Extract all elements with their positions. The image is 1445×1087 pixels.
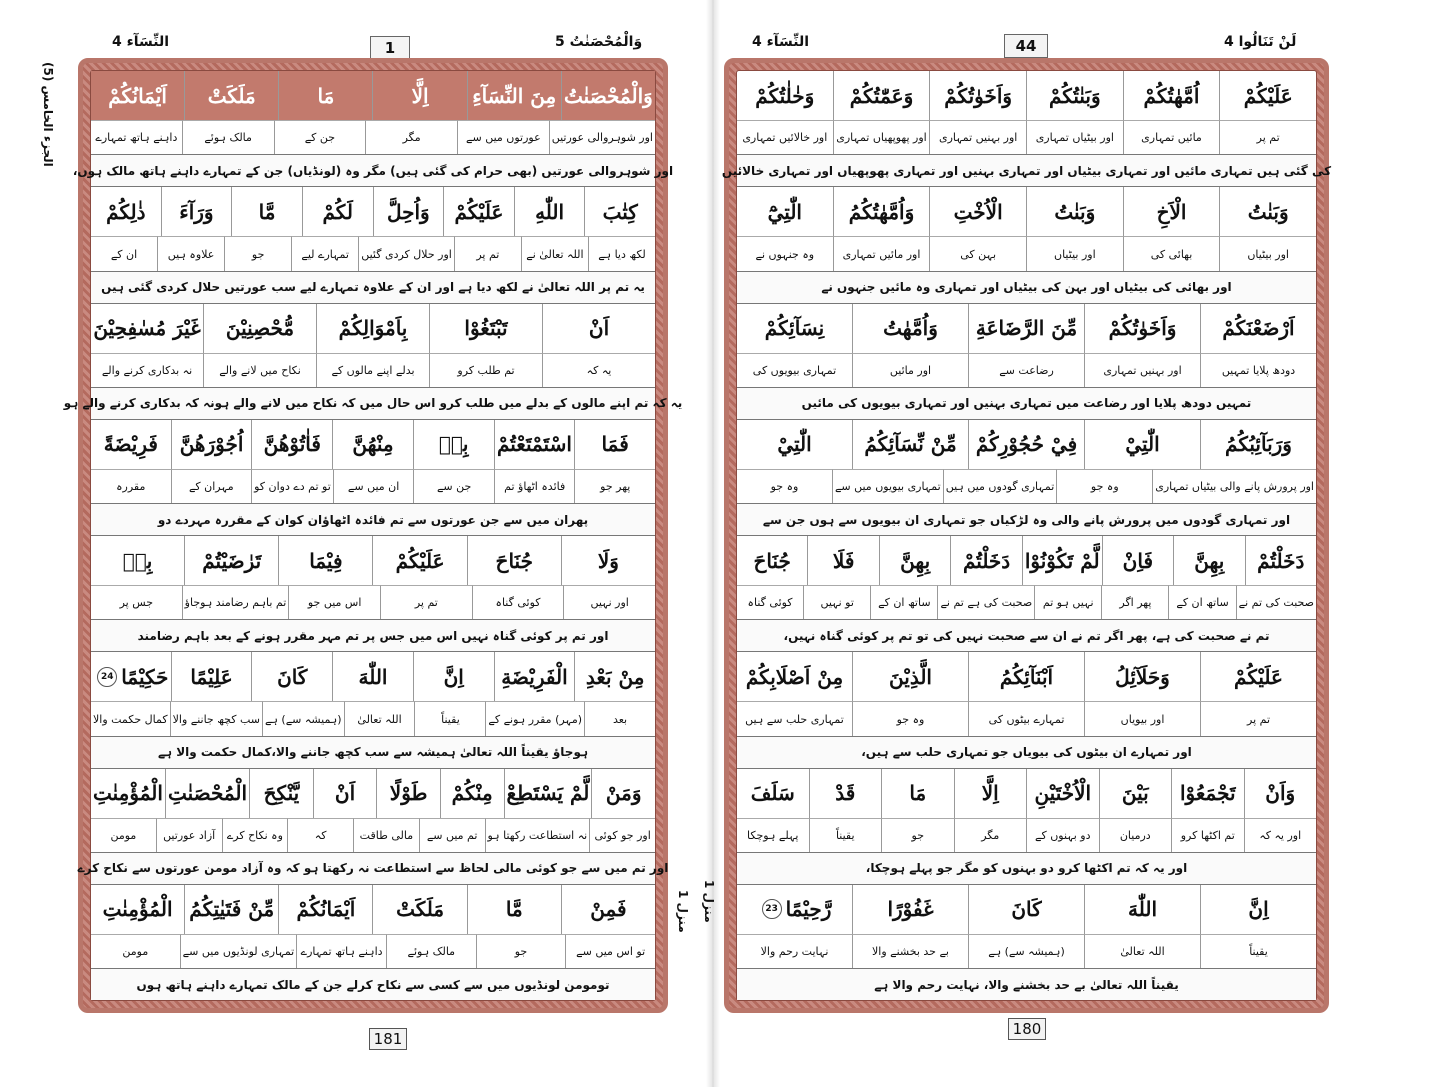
juz-number-box: 44 <box>1004 34 1048 58</box>
urdu-word-meaning: اور مائیں تمہاری <box>833 236 930 270</box>
word-table <box>721 70 1332 1001</box>
arabic-word: وَعَمّٰتُكُمْ <box>833 71 930 120</box>
arabic-row <box>737 652 1316 701</box>
urdu-word-meaning: جن کے <box>274 120 366 154</box>
arabic-word: غَفُوْرًا <box>852 885 968 934</box>
arabic-word: بَيْنَ <box>1099 769 1172 818</box>
arabic-word: غَيْرَ مُسٰفِحِيْنَ <box>93 316 201 341</box>
arabic-row <box>91 769 655 818</box>
translation-line: یقیناً اللہ تعالیٰ بے حد بخشنے والا، نہایت رحم والا ہے <box>737 968 1316 1000</box>
urdu-word-meaning: یقیناً <box>1200 934 1316 968</box>
verse-block <box>737 769 1316 885</box>
urdu-row <box>737 701 1316 735</box>
urdu-row <box>737 934 1316 968</box>
arabic-word: كَانَ <box>968 885 1084 934</box>
arabic-word: وَاُمَّهٰتُكُمُ <box>833 187 930 236</box>
urdu-row <box>91 818 655 852</box>
urdu-word-meaning: ساتھ ان کے <box>1168 585 1235 619</box>
translation-line: پھران میں سے جن عورتوں سے تم فائدہ اٹھاؤان کوان کے مقررہ مہردے دو <box>91 503 655 535</box>
arabic-word: مَّا <box>467 885 561 934</box>
urdu-word-meaning: وہ جو <box>737 469 832 503</box>
urdu-word-meaning: پھر اگر <box>1101 585 1168 619</box>
urdu-word-meaning: پہلے ہوچکا <box>737 818 809 852</box>
arabic-word: اَرْضَعْنَكُمْ <box>1200 304 1316 353</box>
arabic-word: وَخٰلٰتُكُمْ <box>755 83 815 108</box>
urdu-row <box>737 585 1316 619</box>
urdu-word-meaning: تم طلب کرو <box>429 353 542 387</box>
urdu-word-meaning: اور پرورش پانے والی بیٹیاں تمہاری <box>1152 469 1316 503</box>
urdu-word-meaning: مالک ہوئے <box>386 934 476 968</box>
arabic-word: كَانَ <box>251 652 332 701</box>
verse-block <box>63 304 683 420</box>
arabic-word: مَّا <box>231 187 302 236</box>
translation-line: اور تم پر کوئی گناہ نہیں اس میں جس پر تم مہر مقرر ہونے کے بعد باہم رضامند <box>91 619 655 651</box>
arabic-word: اَبْنَآئِكُمُ <box>968 652 1084 701</box>
arabic-word: مِنْ اَصْلَابِكُمْ <box>745 664 844 689</box>
urdu-word-meaning: وہ جو <box>1056 469 1152 503</box>
arabic-row <box>737 187 1316 236</box>
arabic-word: وَاُمَّهٰتُ <box>852 304 968 353</box>
translation-line: ہوجاؤ یقیناً اللہ تعالیٰ ہمیشہ سے سب کچھ جاننے والا،کمال حکمت والا ہے <box>91 736 655 768</box>
urdu-word-meaning: نہ استطاعت رکھتا ہو <box>485 818 590 852</box>
urdu-word-meaning: (ہمیشہ سے) ہے <box>968 934 1084 968</box>
arabic-word: فَاٰتُوْهُنَّ <box>251 420 332 469</box>
urdu-word-meaning: جو <box>224 236 291 270</box>
arabic-word: رَّحِيْمًا 23 <box>737 885 852 934</box>
arabic-word: مَا <box>881 769 954 818</box>
urdu-word-meaning: اور حلال کردی گئیں <box>358 236 454 270</box>
urdu-word-meaning: صحبت کی تم نے <box>1236 585 1316 619</box>
urdu-word-meaning: تمہاری بیویوں میں سے <box>832 469 943 503</box>
arabic-word: وَبَنٰتُ <box>1219 187 1316 236</box>
arabic-word: دَخَلْتُمْ <box>1245 536 1316 585</box>
arabic-word: سَلَفَ <box>750 781 795 806</box>
arabic-row <box>91 652 655 701</box>
urdu-word-meaning: مگر <box>365 120 457 154</box>
urdu-word-meaning: تمہاری بیویوں کی <box>737 353 852 387</box>
arabic-word: بِاَمْوَالِكُمْ <box>316 304 429 353</box>
urdu-word-meaning: کوئی گناہ <box>472 585 564 619</box>
arabic-word: فَرِيْضَةً <box>103 432 158 457</box>
arabic-word: وَاَنْ <box>1244 769 1317 818</box>
arabic-word: مُّحْصِنِيْنَ <box>203 304 316 353</box>
urdu-word-meaning: اور مائیں <box>852 353 968 387</box>
urdu-row <box>91 585 655 619</box>
urdu-word-meaning: تم پر <box>454 236 521 270</box>
verse-block <box>737 420 1316 536</box>
arabic-word: اُجُوْرَهُنَّ <box>171 420 252 469</box>
urdu-word-meaning: بدلے اپنے مالوں کے <box>316 353 429 387</box>
urdu-word-meaning: تم باہم رضامند ہوجاؤ <box>182 585 289 619</box>
arabic-word: فَمَا <box>574 420 655 469</box>
arabic-row <box>737 536 1316 585</box>
urdu-row <box>91 934 655 968</box>
urdu-word-meaning: اور بیٹیاں <box>1219 236 1316 270</box>
arabic-word: مَا <box>278 71 372 120</box>
urdu-word-meaning: جس پر <box>91 585 182 619</box>
arabic-word: اَنْ <box>313 769 377 818</box>
urdu-word-meaning: نکاح میں لانے والے <box>203 353 316 387</box>
urdu-row <box>737 236 1316 270</box>
arabic-word: وَرَبَآئِبُكُمُ <box>1200 420 1316 469</box>
urdu-word-meaning: تم پر <box>1219 120 1316 154</box>
urdu-word-meaning: جو <box>476 934 566 968</box>
arabic-word: عَلَيْكُمْ <box>372 536 466 585</box>
urdu-word-meaning: مہران کے <box>171 469 252 503</box>
arabic-word: فَلَا <box>807 536 878 585</box>
urdu-word-meaning: اللہ تعالیٰ <box>344 701 415 735</box>
urdu-word-meaning: ان میں سے <box>333 469 414 503</box>
urdu-word-meaning: تمہاری گودوں میں ہیں <box>943 469 1057 503</box>
arabic-row <box>737 304 1316 353</box>
urdu-word-meaning: اور پھوپھیاں تمہاری <box>833 120 930 154</box>
urdu-word-meaning: ساتھ ان کے <box>870 585 937 619</box>
urdu-word-meaning: آزاد عورتیں <box>156 818 222 852</box>
urdu-word-meaning: تو اس میں سے <box>565 934 655 968</box>
urdu-word-meaning: مالک ہوئے <box>182 120 274 154</box>
verse-block <box>737 304 1316 420</box>
arabic-word: وَاُحِلَّ <box>373 187 444 236</box>
para-header: وَالْمُحْصَنٰتُ 5 <box>555 34 643 50</box>
urdu-word-meaning: (ہمیشہ سے) ہے <box>262 701 344 735</box>
arabic-row <box>91 420 655 469</box>
verse-block <box>91 420 655 536</box>
verse-block <box>91 536 655 652</box>
urdu-word-meaning: اور شوہروالی عورتیں <box>549 120 655 154</box>
urdu-word-meaning: وہ جنہوں نے <box>737 236 833 270</box>
urdu-word-meaning: تمہاری حلب سے ہیں <box>737 701 852 735</box>
arabic-word: وَلَا <box>561 536 655 585</box>
arabic-word: مَلَكَتْ <box>184 71 278 120</box>
arabic-word: الّٰتِيْ <box>1084 420 1200 469</box>
arabic-word: قَدْ <box>809 769 882 818</box>
arabic-word: يَّنْكِحَ <box>249 769 313 818</box>
urdu-word-meaning: اللہ تعالیٰ نے <box>521 236 588 270</box>
urdu-word-meaning: اور نہیں <box>563 585 655 619</box>
urdu-word-meaning: تم میں سے <box>419 818 485 852</box>
arabic-row <box>91 536 655 585</box>
ayah-number-marker: 24 <box>97 667 117 687</box>
arabic-word: مِنْ بَعْدِ <box>574 652 655 701</box>
arabic-word: الّٰتِيْٓ <box>767 199 802 224</box>
arabic-word: وَالْمُحْصَنٰتُ <box>561 71 655 120</box>
urdu-word-meaning: اور بیٹیاں تمہاری <box>1026 120 1123 154</box>
urdu-word-meaning: تم اکٹھا کرو <box>1171 818 1244 852</box>
arabic-word: بِهٖ <box>122 548 153 573</box>
urdu-word-meaning: مقررہ <box>91 469 171 503</box>
verse-block <box>91 885 655 1000</box>
urdu-word-meaning: اور بہنیں تمہاری <box>929 120 1026 154</box>
ayah-number-marker: 23 <box>762 899 782 919</box>
arabic-word: الْمُحْصَنٰتِ <box>165 769 249 818</box>
urdu-word-meaning: درمیان <box>1099 818 1172 852</box>
arabic-word: عَلَيْكُمْ <box>1219 71 1316 120</box>
urdu-word-meaning: صحبت کی ہے تم نے <box>937 585 1034 619</box>
arabic-row <box>91 187 655 236</box>
arabic-word: الْاُخْتَيْنِ <box>1026 769 1099 818</box>
urdu-word-meaning: ان کے <box>91 236 157 270</box>
verse-block <box>91 652 655 768</box>
arabic-word: تَرٰضَيْتُمْ <box>184 536 278 585</box>
arabic-word: بِهِنَّ <box>879 536 950 585</box>
urdu-word-meaning: رضاعت سے <box>968 353 1084 387</box>
urdu-word-meaning: تمہارے بیٹوں کی <box>968 701 1084 735</box>
translation-line: یہ کہ تم اپنے مالوں کے بدلے میں طلب کرو اس حال میں کہ نکاح میں لانے والے ہونہ کہ بدکاری کرنے والے ہو <box>91 387 655 419</box>
urdu-row <box>91 353 655 387</box>
urdu-word-meaning: فائدہ اٹھاؤ تم <box>494 469 575 503</box>
translation-line: اور یہ کہ تم اکٹھا کرو دو بہنوں کو مگر جو پہلے ہوچکا، <box>737 852 1316 884</box>
translation-line: اور بھائی کی بیٹیاں اور بہن کی بیٹیاں اور تمہاری وہ مائیں جنہوں نے <box>737 271 1316 303</box>
arabic-word: طَوْلًا <box>376 769 440 818</box>
arabic-word: مِّنَ الرَّضَاعَةِ <box>968 304 1084 353</box>
arabic-word: وَمَنْ <box>591 769 655 818</box>
urdu-word-meaning: اور بیٹیاں <box>1026 236 1123 270</box>
urdu-word-meaning: سب کچھ جاننے والا <box>170 701 262 735</box>
urdu-word-meaning: وہ نکاح کرے <box>222 818 288 852</box>
arabic-word: جُنَاحَ <box>753 548 791 573</box>
arabic-word: وَرَآءَ <box>161 187 232 236</box>
arabic-word: تَبْتَغُوْا <box>429 304 542 353</box>
arabic-word: الْفَرِيْضَةِ <box>494 652 575 701</box>
urdu-word-meaning: بعد <box>584 701 655 735</box>
verse-block <box>77 769 669 885</box>
urdu-word-meaning: مائیں تمہاری <box>1123 120 1220 154</box>
verse-block <box>72 71 674 187</box>
arabic-word: عَلَيْكُمْ <box>1200 652 1316 701</box>
arabic-word: اللّٰهَ <box>1084 885 1200 934</box>
side-juz-label: الجزء الخامس (5) <box>41 62 55 167</box>
urdu-row <box>91 120 655 154</box>
urdu-word-meaning: تو تم دے دوان کو <box>251 469 333 503</box>
urdu-word-meaning: عورتوں میں سے <box>457 120 549 154</box>
arabic-word: الّٰتِيْ <box>777 432 812 457</box>
urdu-word-meaning: یقیناً <box>414 701 485 735</box>
arabic-word: وَبَنٰتُ <box>1026 187 1123 236</box>
arabic-word: لَّمْ يَسْتَطِعْ <box>504 769 592 818</box>
urdu-word-meaning: تم پر <box>1200 701 1316 735</box>
arabic-row <box>737 71 1316 120</box>
urdu-word-meaning: یقیناً <box>809 818 882 852</box>
arabic-word: اللّٰهَ <box>332 652 413 701</box>
arabic-word: اِنَّ <box>1200 885 1316 934</box>
urdu-row <box>91 701 655 735</box>
urdu-word-meaning: وہ جو <box>852 701 968 735</box>
arabic-row <box>737 769 1316 818</box>
arabic-word: فَاِنْ <box>1102 536 1173 585</box>
urdu-word-meaning: کمال حکمت والا <box>91 701 170 735</box>
urdu-word-meaning: تمہاری لونڈیوں میں سے <box>180 934 297 968</box>
arabic-word: الْاَخِ <box>1123 187 1220 236</box>
arabic-word: نِسَآئِكُمْ <box>764 316 825 341</box>
arabic-word: فِيْمَا <box>278 536 372 585</box>
urdu-word-meaning: مالی طاقت <box>353 818 419 852</box>
arabic-word: بِهِنَّ <box>1173 536 1244 585</box>
page-right <box>702 0 1445 1087</box>
urdu-word-meaning: بھائی کی <box>1123 236 1220 270</box>
arabic-word: لَكُمْ <box>302 187 373 236</box>
arabic-word: الَّذِيْنَ <box>852 652 968 701</box>
arabic-row <box>737 420 1316 469</box>
arabic-word: حَكِيْمًا 24 <box>91 652 171 701</box>
arabic-word: اللّٰهِ <box>514 187 585 236</box>
urdu-word-meaning: نہایت رحم والا <box>737 934 852 968</box>
manzil-label: منزل 1 <box>702 880 716 923</box>
arabic-word: مِّنْ فَتَيٰتِكُمُ <box>184 885 278 934</box>
urdu-word-meaning: تمہارے لیے <box>291 236 358 270</box>
urdu-word-meaning: (مہر) مقرر ہونے کے <box>485 701 584 735</box>
translation-line: یہ تم پر اللہ تعالیٰ نے لکھ دیا ہے اور ان کے علاوہ تمہارے لیے سب عورتیں حلال کردی گئی ہیں <box>91 271 655 303</box>
arabic-word: الْمُؤْمِنٰتِ <box>102 897 173 922</box>
urdu-word-meaning: اس میں جو <box>288 585 380 619</box>
juz-number-box: 1 <box>370 36 410 60</box>
urdu-word-meaning: مومن <box>91 818 156 852</box>
page-number: 180 <box>1008 1018 1046 1040</box>
urdu-word-meaning: پھر جو <box>574 469 655 503</box>
arabic-word: اَنْ <box>542 304 655 353</box>
urdu-word-meaning: داہنے ہاتھ تمہارے <box>91 120 182 154</box>
arabic-word: مِنْهُنَّ <box>332 420 413 469</box>
urdu-word-meaning: جن سے <box>413 469 494 503</box>
arabic-row <box>91 304 655 353</box>
urdu-row <box>737 469 1316 503</box>
manzil-label: منزل 1 <box>676 890 690 933</box>
arabic-word: وَاَخَوٰتُكُمْ <box>929 71 1026 120</box>
urdu-row <box>737 818 1316 852</box>
urdu-word-meaning: دودھ پلایا تمہیں <box>1200 353 1316 387</box>
arabic-word: مِنَ النِّسَآءِ <box>467 71 561 120</box>
urdu-word-meaning: نہیں ہو تم <box>1034 585 1101 619</box>
arabic-word: جُنَاحَ <box>467 536 561 585</box>
arabic-word: اِلَّا <box>954 769 1027 818</box>
arabic-word: مِنْكُمْ <box>440 769 504 818</box>
arabic-word: فِيْ حُجُوْرِكُمْ <box>968 420 1084 469</box>
urdu-word-meaning: نہ بدکاری کرنے والے <box>91 353 203 387</box>
arabic-word: دَخَلْتُمْ <box>950 536 1021 585</box>
arabic-row <box>737 885 1316 934</box>
surah-header: النِّسَآء 4 <box>752 34 810 50</box>
arabic-word: اسْتَمْتَعْتُمْ <box>494 420 575 469</box>
urdu-word-meaning: تم پر <box>380 585 472 619</box>
arabic-word: عَلَيْكُمْ <box>443 187 514 236</box>
urdu-word-meaning: لکھ دیا ہے <box>588 236 655 270</box>
arabic-word: الْمُؤْمِنٰتِ <box>93 781 163 806</box>
urdu-row <box>91 469 655 503</box>
urdu-word-meaning: داہنے ہاتھ تمہارے <box>296 934 386 968</box>
urdu-word-meaning: اللہ تعالیٰ <box>1084 934 1200 968</box>
translation-line: اور شوہروالی عورتیں (بھی حرام کی گئی ہیں) مگر وہ (لونڈیاں) جن کے تمہارے داہنے ہاتھ مالک ہوں، <box>91 154 655 186</box>
translation-line: تم نے صحبت کی ہے، پھر اگر تم نے ان سے صحبت نہیں کی تو تم پر کوئی گناہ نہیں، <box>737 619 1316 651</box>
arabic-word: مَلَكَتْ <box>372 885 466 934</box>
urdu-word-meaning: بے حد بخشنے والا <box>852 934 968 968</box>
translation-line: تومومن لونڈیوں میں سے کسی سے نکاح کرلے جن کے مالک تمہارے داہنے ہاتھ ہوں <box>91 968 655 1000</box>
translation-line: کی گئی ہیں تمہاری مائیں اور تمہاری بیٹیاں اور تمہاری بہنیں اور تمہاری پھوپھیاں اور تمہاری خالائیں <box>737 154 1316 186</box>
arabic-word: تَجْمَعُوْا <box>1171 769 1244 818</box>
arabic-word: اِلَّا <box>372 71 466 120</box>
arabic-word: عَلِيْمًا <box>171 652 252 701</box>
urdu-word-meaning: کہ <box>287 818 353 852</box>
arabic-word: بِهٖ <box>413 420 494 469</box>
para-header: لَنْ تَنَالُوا 4 <box>1224 34 1297 50</box>
urdu-word-meaning: یہ کہ <box>542 353 655 387</box>
arabic-word: اَيْمَانُكُمْ <box>278 885 372 934</box>
arabic-word: كِتٰبَ <box>584 187 655 236</box>
arabic-word: ذٰلِكُمْ <box>106 199 146 224</box>
urdu-row <box>737 353 1316 387</box>
urdu-word-meaning: کوئی گناہ <box>737 585 803 619</box>
arabic-row <box>91 71 655 120</box>
arabic-word: وَاَخَوٰتُكُمْ <box>1084 304 1200 353</box>
urdu-word-meaning: علاوہ ہیں <box>157 236 224 270</box>
urdu-word-meaning: جو <box>881 818 954 852</box>
arabic-word: وَبَنٰتُكُمْ <box>1026 71 1123 120</box>
page-number: 181 <box>369 1028 407 1050</box>
arabic-word: مِّنْ نِّسَآئِكُمُ <box>852 420 968 469</box>
verse-block <box>721 71 1332 187</box>
urdu-word-meaning: اور بیویاں <box>1084 701 1200 735</box>
arabic-word: اَيْمَانُكُمْ <box>91 71 184 120</box>
urdu-word-meaning: مومن <box>91 934 180 968</box>
arabic-word: لَّمْ تَكُوْنُوْا <box>1022 536 1102 585</box>
urdu-word-meaning: اور یہ کہ <box>1244 818 1317 852</box>
arabic-row <box>91 885 655 934</box>
page-left <box>0 0 712 1087</box>
urdu-word-meaning: اور جو کوئی <box>589 818 655 852</box>
surah-header: النِّسَآء 4 <box>112 34 170 50</box>
arabic-word: اِنَّ <box>413 652 494 701</box>
arabic-word: وَحَلَآئِلُ <box>1084 652 1200 701</box>
translation-line: اور تم میں سے جو کوئی مالی لحاظ سے استطاعت نہ رکھتا ہو کہ وہ آزاد مومن عورتوں سے نکاح کرے <box>91 852 655 884</box>
urdu-word-meaning: مگر <box>954 818 1027 852</box>
urdu-word-meaning: تو نہیں <box>803 585 870 619</box>
urdu-row <box>737 120 1316 154</box>
translation-line: اور تمہاری گودوں میں پرورش پانے والی وہ لڑکیاں جو تمہاری ان بیویوں سے ہوں جن سے <box>737 503 1316 535</box>
arabic-word: الْاُخْتِ <box>929 187 1026 236</box>
urdu-word-meaning: اور خالائیں تمہاری <box>737 120 833 154</box>
verse-block <box>737 885 1316 1000</box>
urdu-word-meaning: دو بہنوں کے <box>1026 818 1099 852</box>
arabic-word: فَمِنْ <box>561 885 655 934</box>
translation-line: تمہیں دودھ پلایا اور رضاعت میں تمہاری بہنیں اور تمہاری بیویوں کی مائیں <box>737 387 1316 419</box>
translation-line: اور تمہارے ان بیٹوں کی بیویاں جو تمہاری حلب سے ہیں، <box>737 736 1316 768</box>
arabic-word: اُمَّهٰتُكُمْ <box>1123 71 1220 120</box>
urdu-row <box>91 236 655 270</box>
urdu-word-meaning: اور بہنیں تمہاری <box>1084 353 1200 387</box>
verse-block <box>91 187 655 303</box>
verse-block <box>737 187 1316 303</box>
verse-block <box>737 536 1316 652</box>
verse-block <box>737 652 1316 768</box>
content-frame <box>721 58 1332 1013</box>
urdu-word-meaning: بہن کی <box>929 236 1026 270</box>
